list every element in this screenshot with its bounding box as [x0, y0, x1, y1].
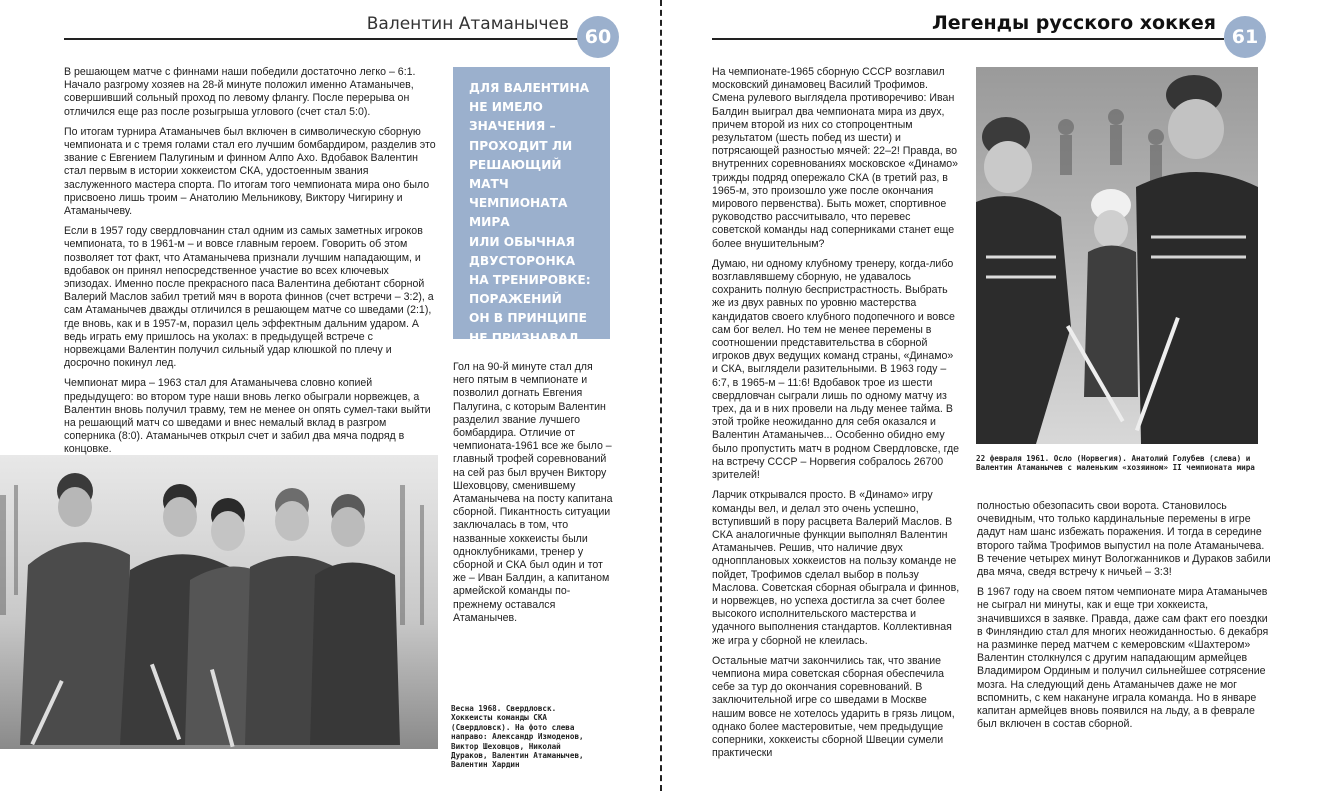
paragraph: полностью обезопасить свои ворота. Становилось очевидным, что только кардинальные перемены в игре дадут нам шанс избежать поражения. И тогда в середине второго тайма Трофимов выпустил на поле Атаманычева. В течение четырех минут Вологжанников и Дураков забили два мяча, сведя встречу к ничьей – 3:3! — [977, 500, 1271, 579]
paragraph: В решающем матче с финнами наши победили достаточно легко – 6:1. Начало разгрому хозяев на 28-й минуте положил именно Атаманычев, совершивший сольный проход по левому флангу. После перерыва он отличился еще раз после розыгрыша углового (счет стал 5:0). — [64, 66, 416, 118]
paragraph: Чемпионат мира – 1963 стал для Атаманычева словно копией предыдущего: во втором туре наши вновь легко обыграли норвежцев, а Валентин вновь получил травму, тем не менее он опять сумел-таки выйти на решающий матч со шведами и внес немалый вклад в разгром соперника (8:0). Атаманычев открыл счет и забил два мяча подряд в концовке. — [64, 377, 431, 456]
paragraph: Остальные матчи закончились так, что звание чемпиона мира советская сборная обеспечила себе за тур до окончания соревнований. В заключительной игре со шведами в Москве нашим вовсе не хотелось ударить в грязь лицом, однако более мастеровитые, чем предыдущие соперники, хоккеисты сборной Швеции сумели практически — [712, 654, 955, 760]
right-page-title: Легенды русского хоккея — [932, 12, 1216, 34]
oslo-photo — [976, 67, 1258, 444]
hockey-team-photo — [0, 455, 438, 749]
left-page — [0, 0, 655, 791]
right-header-rule — [712, 38, 1224, 40]
right-column-1 — [712, 66, 960, 760]
paragraph: В 1967 году на своем пятом чемпионате мира Атаманычев не сыграл ни минуты, как и еще три хоккеиста, значившихся в заявке. Правда, даже сам факт его поездки в Финляндию стал для многих неожиданностью. 6 декабря на разминке перед матчем с кемеровским «Шахтером» Валентин столкнулся с другим нападающим армейцев Владимиром Ординым и получил сильнейшее сотрясение мозга. На следующий день Атаманычев даже не мог вспомнить, с кем накануне играла команда. Но в январе капитан армейцев вновь появился на льду, а в феврале был включен в состав сборной. — [977, 586, 1269, 731]
paragraph: По итогам турнира Атаманычев был включен в символическую сборную чемпионата и с тремя голами стал его лучшим бомбардиром, разделив это звание с Евгением Палугиным и финном Алпо Ахо. Вдобавок Валентин стал первым в истории хоккеистом СКА, удостоенным звания заслуженного мастера спорта. По итогам того чемпионата мира оно было присвоено лишь троим – Анатолию Мельникову, Виктору Чигирину и Атаманычеву. — [64, 125, 436, 218]
left-page-number: 60 — [577, 16, 619, 58]
side-text: Гол на 90-й минуте стал для него пятым в чемпионате и позволил догнать Евгения Палугина, с которым Валентин разделил звание лучшего бомбардира. Отличие от чемпионата-1961 все же было – главный трофей соревнований на сей раз был вручен Виктору Шеховцову, сменившему Атаманычева на посту капитана сборной. Пикантность ситуации заключалась в том, что названные хоккеисты были одноклубниками, тренер у сборной и СКА был один и тот же – Иван Балдин, а капитаном армейской команды по-прежнему оставался Атаманычев. — [453, 361, 613, 624]
left-header-rule — [64, 38, 584, 40]
right-page — [666, 0, 1320, 791]
pullquote: ДЛЯ ВАЛЕНТИНА НЕ ИМЕЛО ЗНАЧЕНИЯ – ПРОХОДИТ ЛИ РЕШАЮЩИЙ МАТЧ ЧЕМПИОНАТА МИРА ИЛИ ОБЫЧНАЯ ДВУСТОРОНКА НА ТРЕНИРОВКЕ: ПОРАЖЕНИЙ ОН В ПРИНЦИПЕ НЕ ПРИЗНАВАЛ — [453, 67, 610, 339]
right-column-2 — [977, 500, 1273, 760]
right-photo-caption: 22 февраля 1961. Осло (Норвегия). Анатолий Голубев (слева) и Валентин Атаманычев с маленьким «хозяином» II чемпионата мира — [976, 454, 1255, 473]
left-photo-caption: Весна 1968. Свердловск. Хоккеисты команды СКА (Свердловск). На фото слева направо: Александр Измоденов, Виктор Шеховцов, Николай Дураков, Валентин Атаманычев, Валентин Хардин — [451, 704, 584, 770]
paragraph: Если в 1957 году свердловчанин стал одним из самых заметных игроков чемпионата, то в 1961-м – и вовсе главным героем. Говорить об этом позволяет тот факт, что Атаманычева признали лучшим нападающим, и вдобавок он принял непосредственное участие во всех ключевых эпизодах. Именно после прекрасного паса Валентина дебютант сборной Валерий Маслов забил третий мяч в ворота финнов (счет встречи – 3:2), а сам Атаманычев дважды отличился в решающем матче со шведами (2:1), где вновь, как и в 1957-м, поразил цель эффектным дальним ударом. А ведь играть ему пришлось на уколах: в предыдущей встрече с норвежцами Валентин получил сильный удар клюшкой по плечу и досрочно покинул лед. — [64, 225, 434, 370]
left-main-column — [64, 66, 436, 456]
paragraph: Думаю, ни одному клубному тренеру, когда-либо возглавлявшему сборную, не удавалось сохранить полную беспристрастность. Выбрать же из двух равных по уровню мастерства кандидатов своего клубного подопечного и вовсе сам бог велел. Но тем не менее перемены в соотношении представительства в сборной игроков двух ведущих команд страны, «Динамо» и СКА, выглядели разительными. В 1963 году – 6:7, в 1965-м – 11:6! Вдобавок трое из шести свердловчан сыграли лишь по одному матчу из трех, да и в них провели на льду менее тайма. В этой тройке неожиданно для себя оказался и Валентин Атаманычев... Особенно обидно ему было пропустить матч в родном Свердловске, где на встречу СССР – Норвегия собралось 26700 зрителей! — [712, 257, 960, 482]
left-page-title: Валентин Атаманычев — [366, 14, 569, 34]
page-spine — [660, 0, 662, 791]
paragraph: На чемпионате-1965 сборную СССР возглавил московский динамовец Василий Трофимов. Смена рулевого выглядела противоречиво: Иван Балдин выиграл два чемпионата мира из двух, причем второй из них со стопроцентным результатом (шесть побед из шести) и потрясающей разностью мячей: 22–2! Правда, во внутренних соревнованиях московское «Динамо» трижды подряд опережало СКА (в третий раз, в 1965-м, это произошло уже после окончания мирового первенства). Быть может, спортивное руководство рассчитывало, что перевес советской команды над соперниками станет еще более внушительным? — [712, 66, 959, 250]
paragraph: Ларчик открывался просто. В «Динамо» игру команды вел, и делал это очень успешно, вступивший в пору расцвета Валерий Маслов. В СКА аналогичные функции выполнял Валентин Атаманычев. Решив, что наличие двух однопплановых хоккеистов на пользу команде не пойдет, Трофимов сделал выбор в пользу Маслова. Советская сборная обыграла и финнов, и норвежцев, но успеха достигла за счет более высокого исполнительского мастерства и удачного выполнения стандартов. Коллективная же игра у сборной не клеилась. — [712, 489, 960, 647]
left-side-column — [453, 361, 613, 651]
right-page-number: 61 — [1224, 16, 1266, 58]
